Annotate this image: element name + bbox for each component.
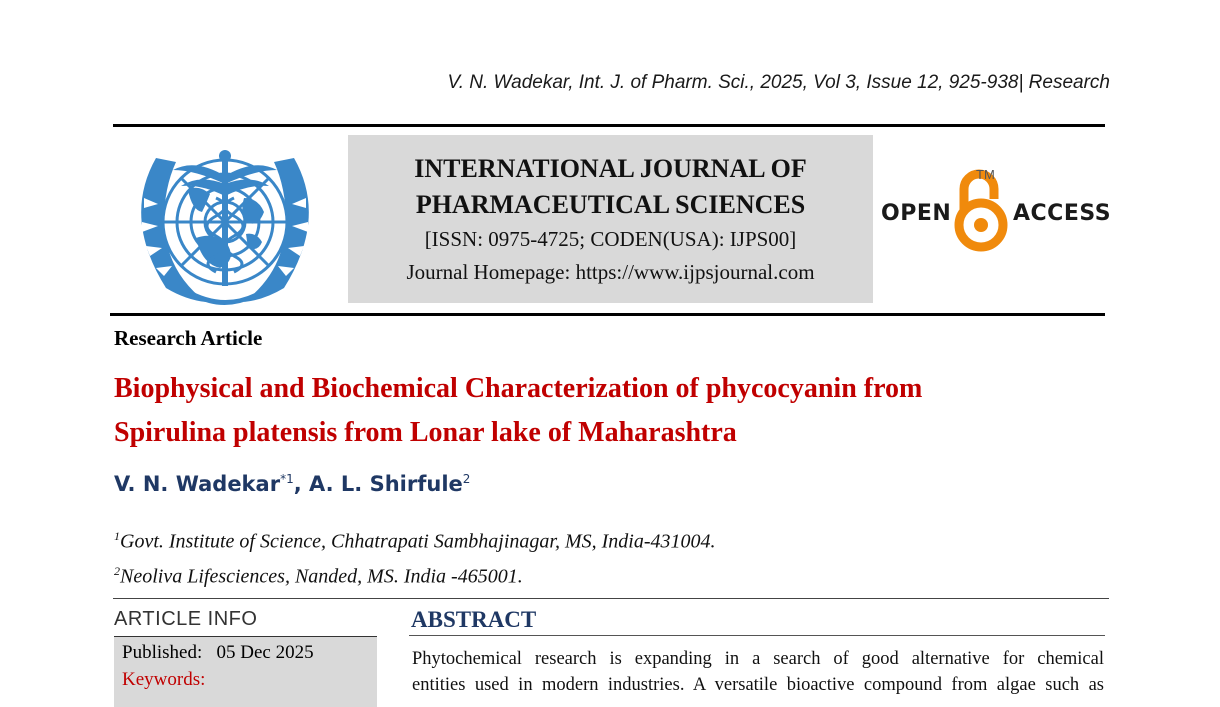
abstract-line: entities used in modern industries. A versatile bioactive compound from algae such as [412,675,1104,695]
header-rule-bottom [110,313,1105,316]
author-affiliation-mark: *1 [280,472,294,486]
affiliation-number: 1 [114,529,120,543]
journal-title-line2: PHARMACEUTICAL SCIENCES [415,190,806,219]
published-row [122,642,314,664]
affiliations [114,522,716,591]
published-label: Published: [122,642,203,663]
header-rule-top [113,124,1105,127]
paper-title-line1: Biophysical and Biochemical Characterization of phycocyanin from [114,373,923,404]
affiliation-text: Neoliva Lifesciences, Nanded, MS. India -465001. [120,565,523,588]
abstract-body [412,646,1104,698]
section-divider [113,598,1109,599]
article-info-heading: ARTICLE INFO [114,608,258,630]
homepage-line: Journal Homepage: https://www.ijpsjournal.com [406,260,815,284]
affiliation-number: 2 [114,563,120,578]
journal-title-line1: INTERNATIONAL JOURNAL OF [414,154,807,183]
paper-title-line2: Spirulina platensis from Lonar lake of Maharashtra [114,417,737,448]
paper-title [114,367,1094,455]
open-access-logo [878,163,1110,253]
keywords-label: Keywords: [122,669,206,690]
issn-line: [ISSN: 0975-4725; CODEN(USA): IJPS00] [424,227,797,251]
journal-emblem-logo [126,138,324,306]
abstract-rule [409,635,1105,636]
article-type: Research Article [114,326,263,350]
abstract-heading: ABSTRACT [411,607,537,632]
open-access-access-text: ACCESS [1013,201,1112,226]
author-name[interactable]: V. N. Wadekar [114,472,281,496]
emblem-icon [126,138,324,306]
running-head: V. N. Wadekar, Int. J. of Pharm. Sci., 2025, Vol 3, Issue 12, 925-938| Research [447,72,1110,93]
affiliation-item [114,557,716,592]
abstract-line: Phytochemical research is expanding in a search of good alternative for chemical [412,649,1104,669]
author-affiliation-mark: 2 [462,472,471,486]
journal-title-box [348,135,873,303]
author-list [114,472,470,496]
affiliation-text: Govt. Institute of Science, Chhatrapati Sambhajinagar, MS, India-431004. [120,530,716,553]
affiliation-item [114,522,716,557]
article-info-box [114,636,377,707]
trademark-mark: TM [976,167,995,182]
author-separator: , [293,472,309,496]
published-date: 05 Dec 2025 [216,642,314,663]
open-access-open-text: OPEN [881,201,952,226]
author-name[interactable]: A. L. Shirfule [309,472,463,496]
